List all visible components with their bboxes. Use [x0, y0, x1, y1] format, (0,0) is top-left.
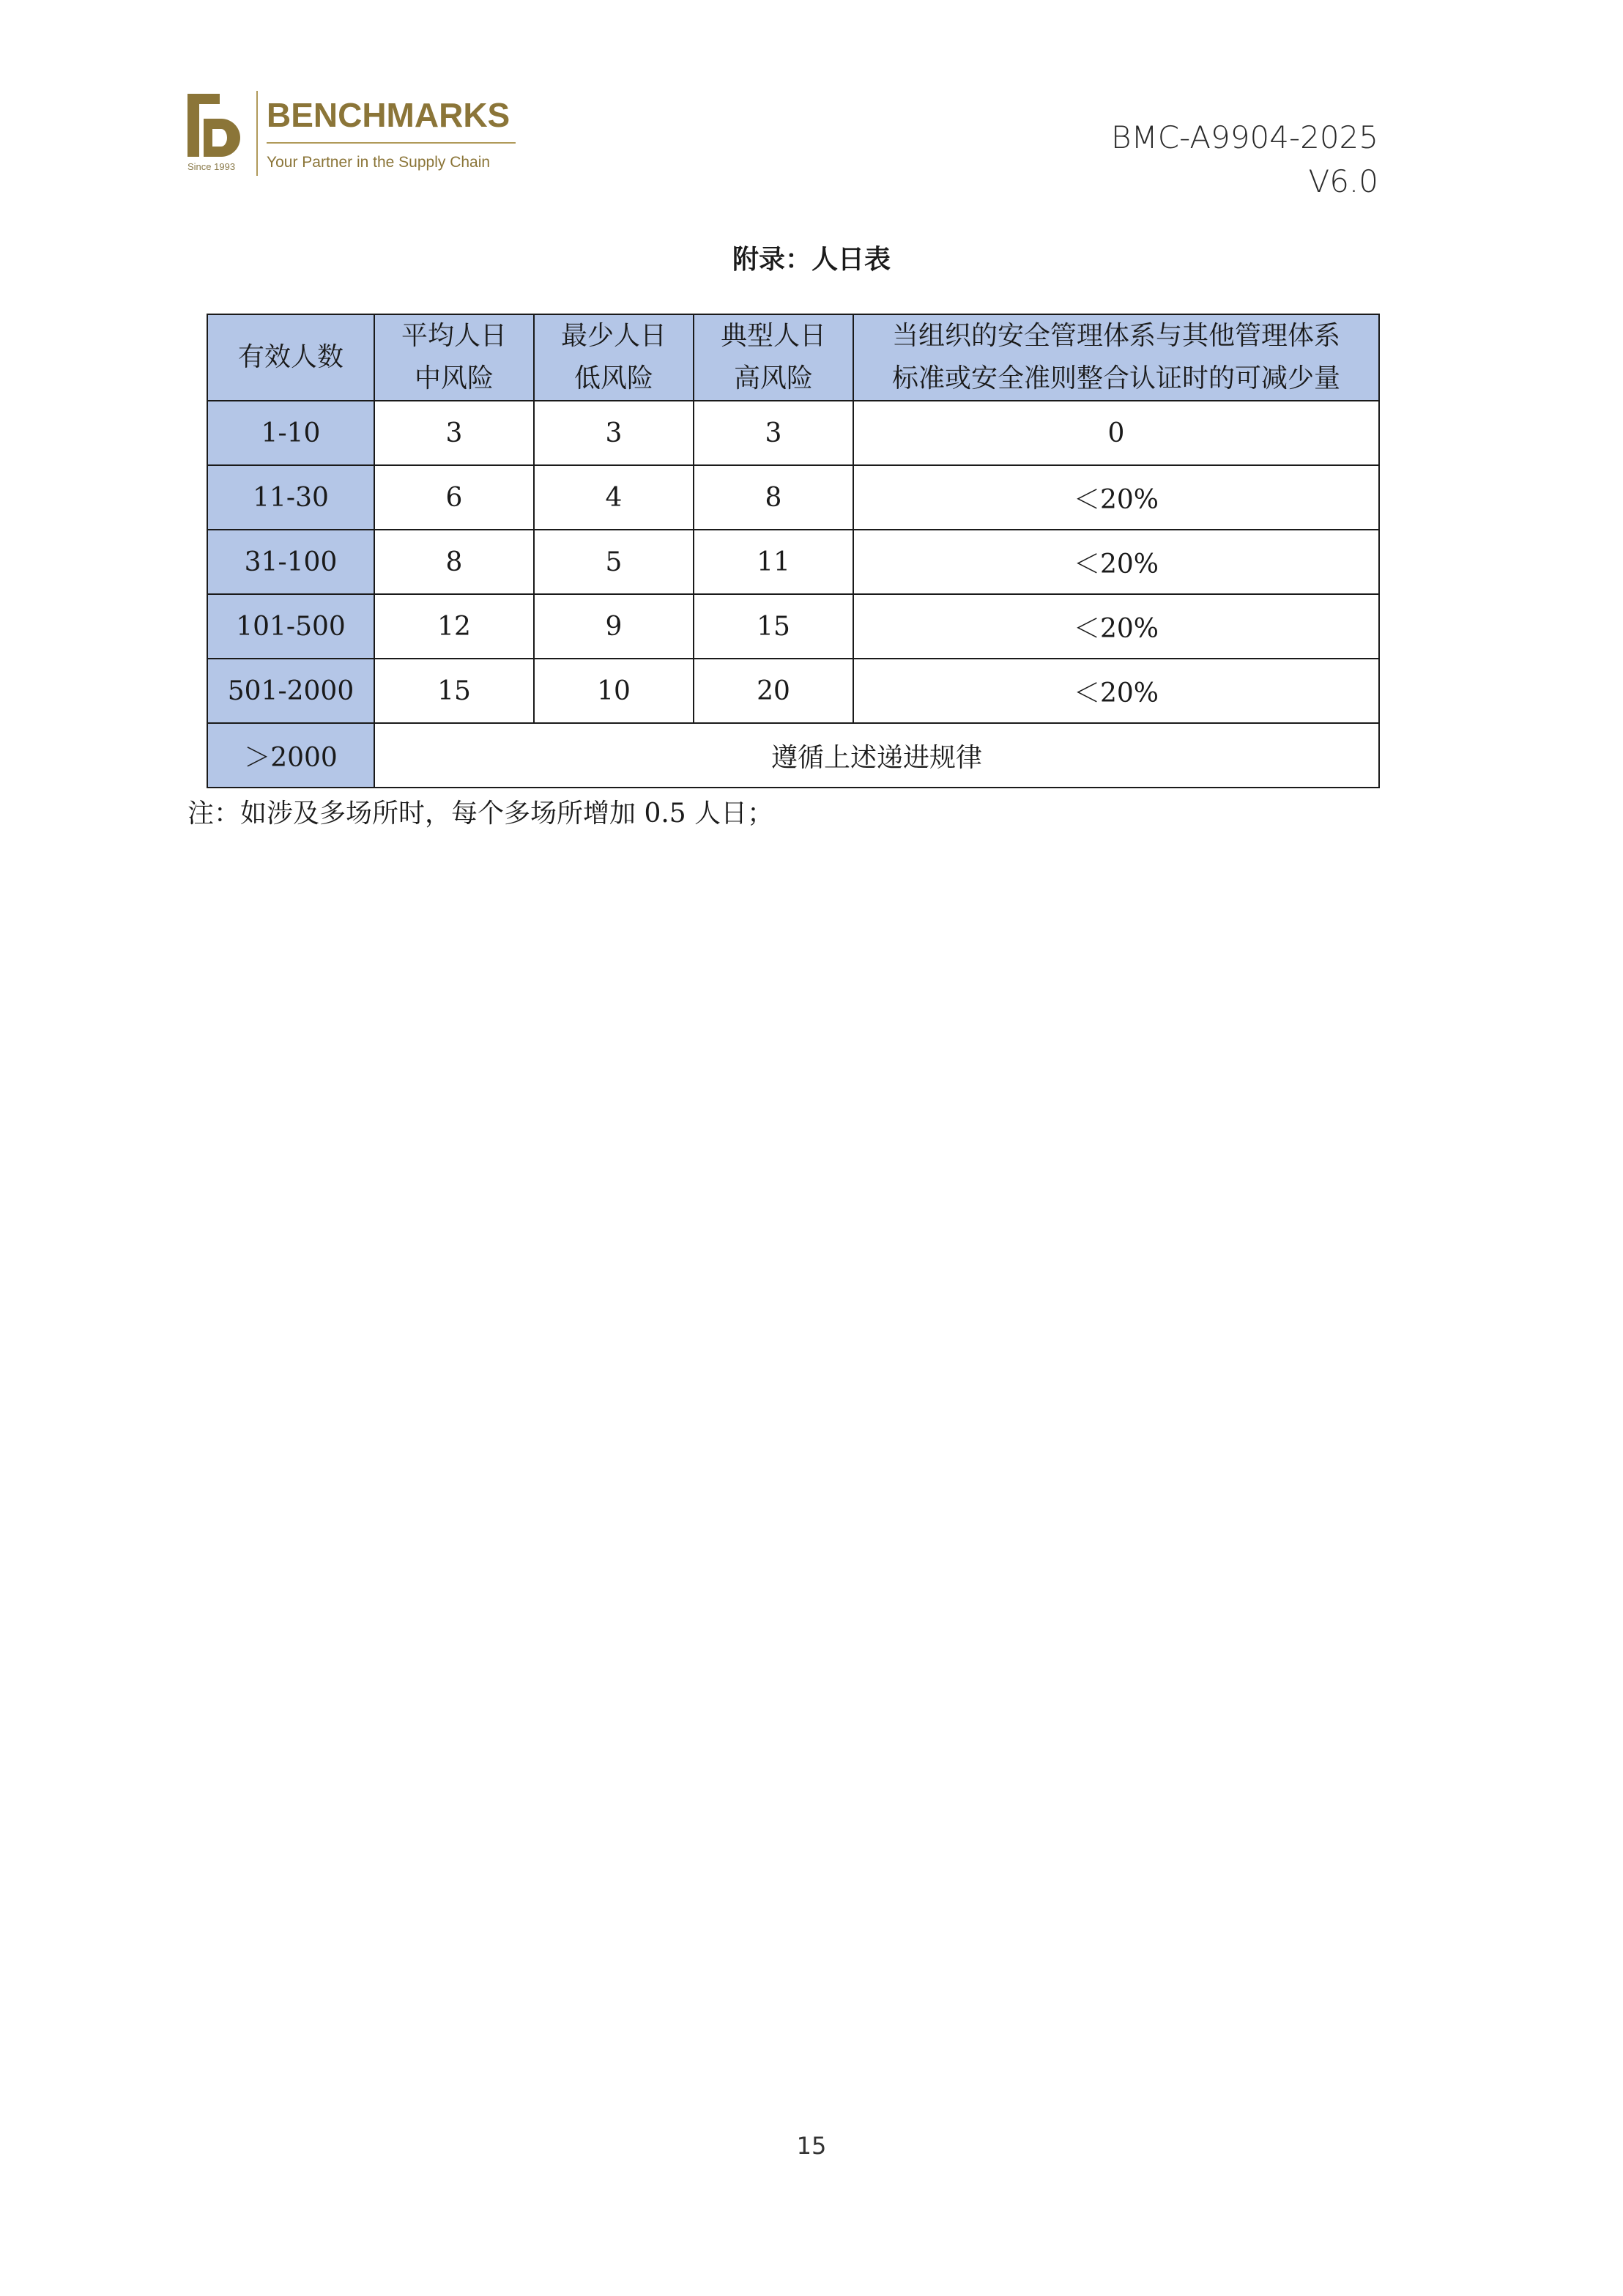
average-cell: 6	[374, 465, 534, 530]
minimum-cell: 5	[534, 530, 694, 594]
typical-cell: 20	[694, 659, 853, 723]
minimum-cell: 9	[534, 594, 694, 659]
logo-underline	[267, 142, 516, 144]
headcount-cell: 501-2000	[207, 659, 374, 723]
average-cell: 8	[374, 530, 534, 594]
headcount-cell: 101-500	[207, 594, 374, 659]
minimum-cell: 3	[534, 401, 694, 465]
reduction-cell: ＜20%	[853, 465, 1379, 530]
header-typical-person-days	[694, 314, 853, 401]
table-row	[207, 465, 1379, 530]
header-line: 当组织的安全管理体系与其他管理体系	[891, 321, 1340, 351]
average-cell: 12	[374, 594, 534, 659]
document-version: V6.0	[1308, 163, 1378, 199]
minimum-cell: 4	[534, 465, 694, 530]
appendix-title: 附录：人日表	[732, 245, 891, 275]
header-line: 高风险	[733, 363, 813, 393]
document-meta	[1111, 116, 1378, 204]
headcount-cell: ＞2000	[207, 723, 374, 788]
header-line: 典型人日	[720, 321, 826, 351]
header-line: 低风险	[573, 363, 653, 393]
header-reduction	[853, 314, 1379, 401]
benchmarks-logo-icon	[187, 94, 240, 157]
page-number: 15	[796, 2132, 827, 2160]
header-line: 标准或安全准则整合认证时的可减少量	[891, 363, 1340, 393]
table-row	[207, 723, 1379, 788]
typical-cell: 15	[694, 594, 853, 659]
table-row	[207, 530, 1379, 594]
average-cell: 3	[374, 401, 534, 465]
table-header-row	[207, 314, 1379, 401]
headcount-cell: 11-30	[207, 465, 374, 530]
typical-cell: 3	[694, 401, 853, 465]
logo-name: BENCHMARKS	[267, 96, 510, 134]
header-average-person-days	[374, 314, 534, 401]
header-minimum-person-days	[534, 314, 694, 401]
headcount-cell: 31-100	[207, 530, 374, 594]
header-line: 有效人数	[237, 342, 343, 372]
person-day-table	[207, 314, 1380, 788]
reduction-cell: ＜20%	[853, 594, 1379, 659]
reduction-cell: 0	[853, 401, 1379, 465]
typical-cell: 11	[694, 530, 853, 594]
progression-rule-cell: 遵循上述递进规律	[374, 723, 1379, 788]
average-cell: 15	[374, 659, 534, 723]
logo-divider	[256, 91, 258, 176]
typical-cell: 8	[694, 465, 853, 530]
document-code: BMC-A9904-2025	[1111, 119, 1378, 155]
logo-tagline: Your Partner in the Supply Chain	[267, 154, 491, 171]
header-line: 中风险	[414, 363, 494, 393]
reduction-cell: ＜20%	[853, 659, 1379, 723]
headcount-cell: 1-10	[207, 401, 374, 465]
header-effective-headcount	[207, 314, 374, 401]
table-note: 注：如涉及多场所时，每个多场所增加 0.5 人日；	[187, 799, 774, 829]
table-row	[207, 401, 1379, 465]
header-line: 最少人日	[560, 321, 666, 351]
header-line: 平均人日	[401, 321, 507, 351]
minimum-cell: 10	[534, 659, 694, 723]
table-row	[207, 659, 1379, 723]
reduction-cell: ＜20%	[853, 530, 1379, 594]
table-row	[207, 594, 1379, 659]
logo-since-text: Since 1993	[187, 161, 236, 172]
company-logo	[187, 89, 524, 185]
